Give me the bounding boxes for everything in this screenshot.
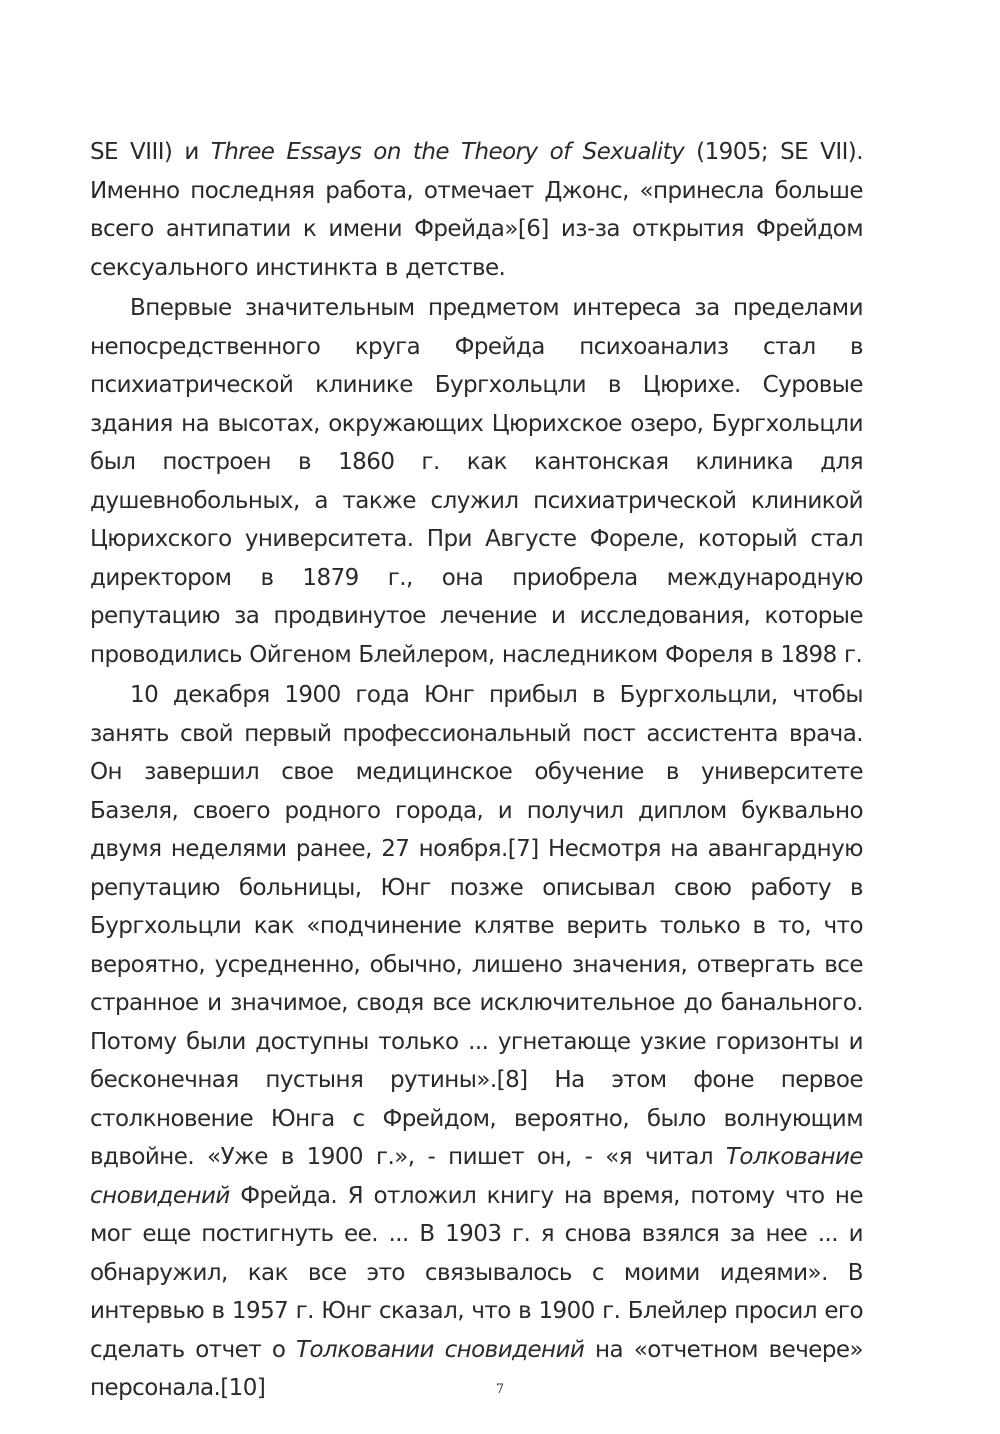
paragraph-2 [90, 289, 863, 674]
paragraph-3-run-2-italic: Толкование сновидений [90, 1144, 863, 1209]
paragraph-1 [90, 133, 863, 287]
paragraph-3-run-5: на «отчетном вечере» персонала.[10] [90, 1336, 864, 1401]
paragraph-2-run-1: Впервые значительным предметом интереса за пределами непосредственного круга Фрейда психоанализ стал в психиатрической клинике Бургхольцли в Цюрихе. Суровые здания на высотах, окружающих Цюрихское озеро, Бургхольцли был построен в 1860 г. как кантонская клиника для душевнобольных, а также служил психиатрической клиникой Цюрихского университета. При Августе Фореле, который стал директором в 1879 г., она приобрела международную репутацию за продвинутое лечение и исследования, которые проводились Ойгеном Блейлером, наследником Фореля в 1898 г. [90, 295, 863, 668]
paragraph-3-run-4-italic: Толковании сновидений [296, 1336, 585, 1363]
paragraph-3 [90, 676, 863, 1408]
paragraph-1-run-1: SE VIII) и [90, 139, 211, 165]
paragraph-1-run-2-italic: Three Essays on the Theory of Sexuality [210, 139, 685, 165]
paragraph-3-run-1: 10 декабря 1900 года Юнг прибыл в Бургхольцли, чтобы занять свой первый профессиональный пост ассистента врача. Он завершил свое медицинское обучение в университете Базеля, своего родного города, и получил диплом буквально двумя неделями ранее, 27 ноября.[7] Несмотря на авангардную репутацию больницы, Юнг позже описывал свою работу в Бургхольцли как «подчинение клятве верить только в то, что вероятно, усредненно, обычно, лишено значения, отвергать все странное и значимое, сводя все исключительное до банального. Потому были доступны только ... угнетающе узкие горизонты и бесконечная пустыня рутины».[8] На этом фоне первое столкновение Юнга с Фрейдом, вероятно, было волнующим вдвойне. «Уже в 1900 г.», - пишет он, - «я читал [90, 682, 863, 1170]
paragraph-3-run-3: Фрейда. Я отложил книгу на время, потому что не мог еще постигнуть ее. ... В 1903 г. я снова взялся за нее ... и обнаружил, как все это связывалось с моими идеями». В интервью в 1957 г. Юнг сказал, что в 1900 г. Блейлер просил его сделать отчет о [90, 1182, 863, 1363]
paragraph-1-run-3: (1905; SE VII). Именно последняя работа, отмечает Джонс, «принесла больше всего антипатии к имени Фрейда»[6] из-за открытия Фрейдом сексуального инстинкта в детстве. [90, 139, 863, 281]
page-body [90, 133, 863, 1410]
page-number: 7 [495, 1382, 505, 1397]
